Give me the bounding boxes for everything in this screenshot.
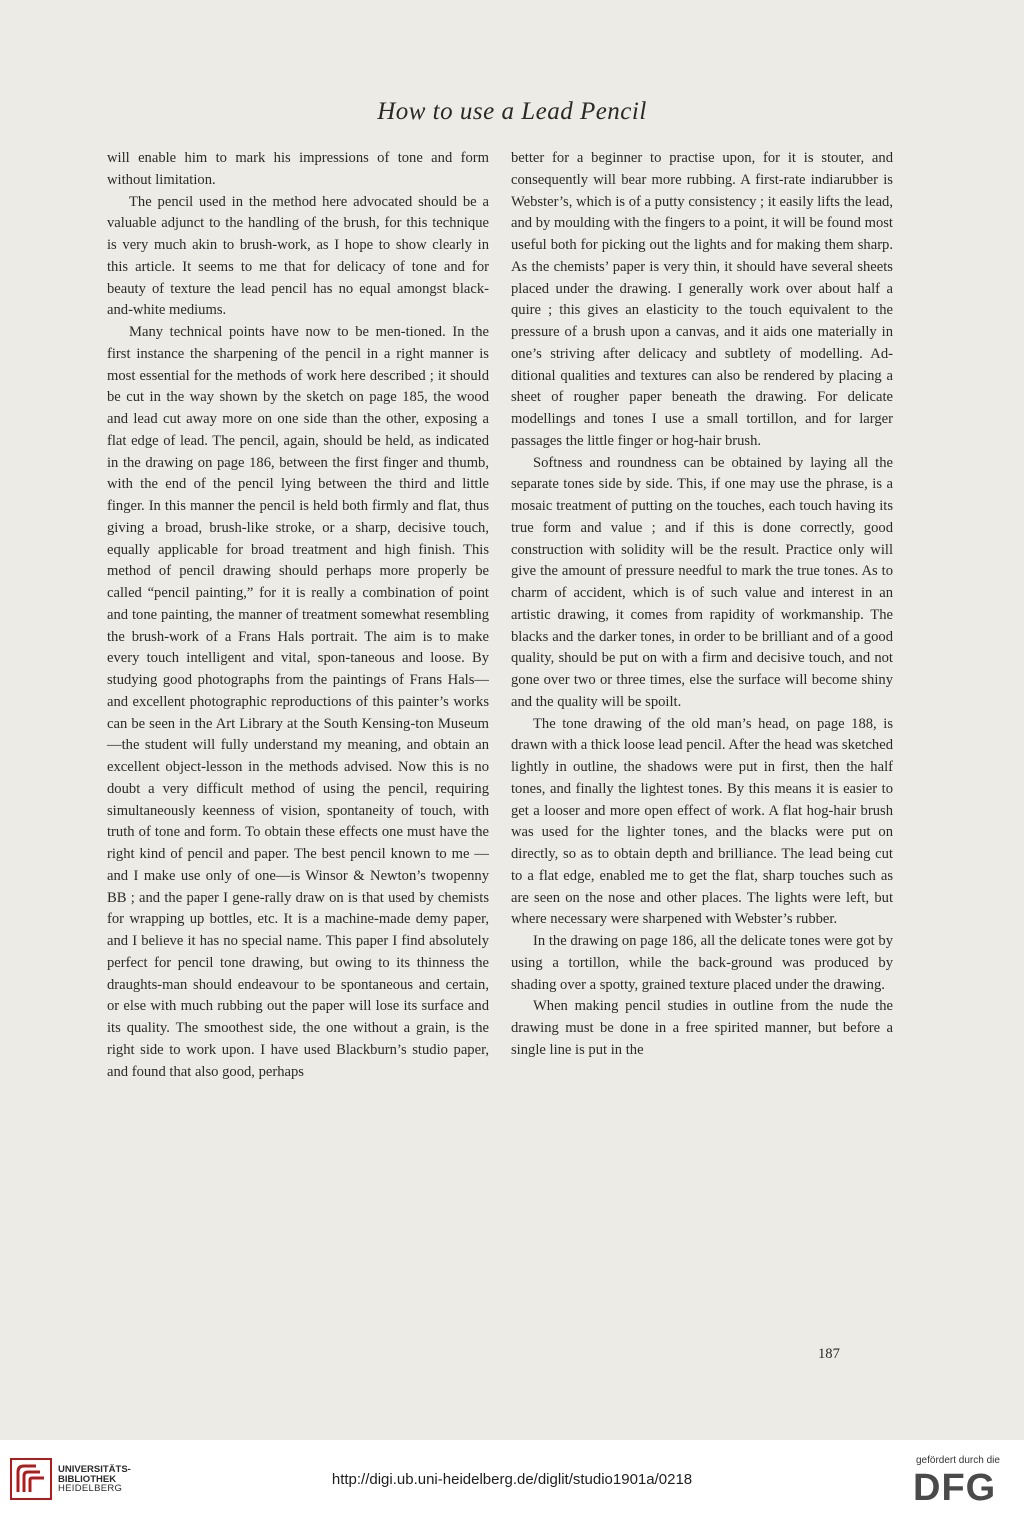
paragraph: The pencil used in the method here advocated should be a valuable adjunct to the handling of the brush, for this technique is very much akin to brush-work, as I hope to show clearly in this article. It seems to me that for delicacy of tone and for beauty of texture the lead pencil has no equal amongst black-and-white mediums. xyxy=(107,193,489,319)
left-column xyxy=(107,148,489,1083)
right-column xyxy=(511,148,893,1062)
page-number: 187 xyxy=(818,1346,840,1362)
permalink-url[interactable]: http://digi.ub.uni-heidelberg.de/diglit/studio1901a/0218 xyxy=(331,1471,693,1488)
library-line: HEIDELBERG xyxy=(58,1483,123,1494)
funder-caption: gefördert durch die xyxy=(916,1455,1000,1466)
paragraph: When making pencil studies in outline from the nude the drawing must be done in a free spirited manner, but before a single line is put in the xyxy=(511,998,893,1058)
paragraph: better for a beginner to practise upon, for it is stouter, and consequently will bear more rubbing. A first-rate indiarubber is Webster’s, which is of a putty consistency ; it easily lifts the lead, and by moulding with the fingers to a point, it will be found most useful both for picking out the lights and for making them sharp. As the chemists’ paper is very thin, it should have several sheets placed under the drawing. I generally work over about half a quire ; this gives an elasticity to the touch equivalent to the pressure of a brush upon a canvas, and it aids one materially in one’s striving after delicacy and subtlety of modelling. Ad-ditional qualities and textures can also be rendered by placing a sheet of rougher paper beneath the drawing. For delicate modellings and tones I use a small tortillon, and for larger passages the little finger or hog-hair brush. xyxy=(511,150,893,449)
paragraph: will enable him to mark his impressions of tone and form without limitation. xyxy=(107,150,489,188)
paragraph: The tone drawing of the old man’s head, on page 188, is drawn with a thick loose lead pencil. After the head was sketched lightly in outline, the shadows were put in first, then the half tones, and finally the lightest tones. By this means it is easier to get a looser and more open effect of work. A flat hog-hair brush was used for the lighter tones, and the blacks were put on directly, so as to obtain depth and brilliance. The lead being cut to a flat edge, enabled me to get the flat, sharp touches such as are seen on the nose and other places. The lights were left, but where necessary were sharpened with Webster’s rubber. xyxy=(511,715,893,928)
paragraph: Softness and roundness can be obtained by laying all the separate tones side by side. This, if one may use the phrase, is a mosaic treatment of putting on the touches, each touch having its true form and value ; and if this is done correctly, good construction with solidity will be the result. Practice only will give the amount of pressure needful to mark the true tones. As to charm of accident, which is of such value and interest in an artistic drawing, it comes from rapidity of workmanship. The blacks and the darker tones, in order to be brilliant and of a good quality, should be put on with a firm and decisive touch, and not gone over two or three times, else the surface will become shiny and the quality will be spoilt. xyxy=(511,454,893,710)
library-line: UNIVERSITÄTS- xyxy=(58,1464,131,1475)
digitization-footer xyxy=(0,1440,1024,1519)
dfg-logo-icon[interactable]: DFG xyxy=(913,1467,997,1509)
paragraph: Many technical points have now to be men-tioned. In the first instance the sharpening of the pencil in a right manner is most essential for the methods of work here described ; it should be cut in the way shown by the sketch on page 185, the wood and lead cut away more on one side than the other, exposing a flat edge of lead. The pencil, again, should be held, as indicated in the drawing on page 186, between the first finger and thumb, with the end of the pencil lying between the third and little finger. In this manner the pencil is held both firmly and flat, thus giving a broad, brush-like stroke, or a sharp, decisive touch, equally applicable for broad treatment and high finish. This method of pencil drawing should perhaps more properly be called “pencil painting,” for it is really a combination of point and tone painting, the manner of treatment somewhat resembling the brush-work of a Frans Hals portrait. The aim is to make every touch intelligent and vital, spon-taneous and loose. By studying good photographs from the paintings of Frans Hals—and excellent photographic reproductions of this painter’s works can be seen in the Art Library at the South Kensing-ton Museum—the student will fully understand my meaning, and obtain an excellent object-lesson in the methods advised. Now this is no doubt a very difficult method of using the pencil, requiring simultaneously keenness of vision, spontaneity of touch, with truth of tone and form. To obtain these effects one must have the right kind of pencil and paper. The best pencil known to me —and I make use only of one—is Winsor & Newton’s twopenny BB ; and the paper I gene-rally draw on is that used by chemists for wrapping up bottles, etc. It is a machine-made demy paper, and I believe it has no special name. This paper I find absolutely perfect for pencil tone drawing, but owing to its thinness the draughts-man should endeavour to be spontaneous and certain, or else with much rubbing out the paper will lose its surface and its quality. The smoothest side, the one without a grain, is the right side to work upon. I have used Blackburn’s studio paper, and found that also good, perhaps xyxy=(107,324,489,1080)
running-head: How to use a Lead Pencil xyxy=(377,98,647,125)
paragraph: In the drawing on page 186, all the delicate tones were got by using a tortillon, while the back-ground was produced by shading over a spotty, grained texture placed under the drawing. xyxy=(511,933,893,993)
library-line: BIBLIOTHEK xyxy=(58,1473,117,1485)
